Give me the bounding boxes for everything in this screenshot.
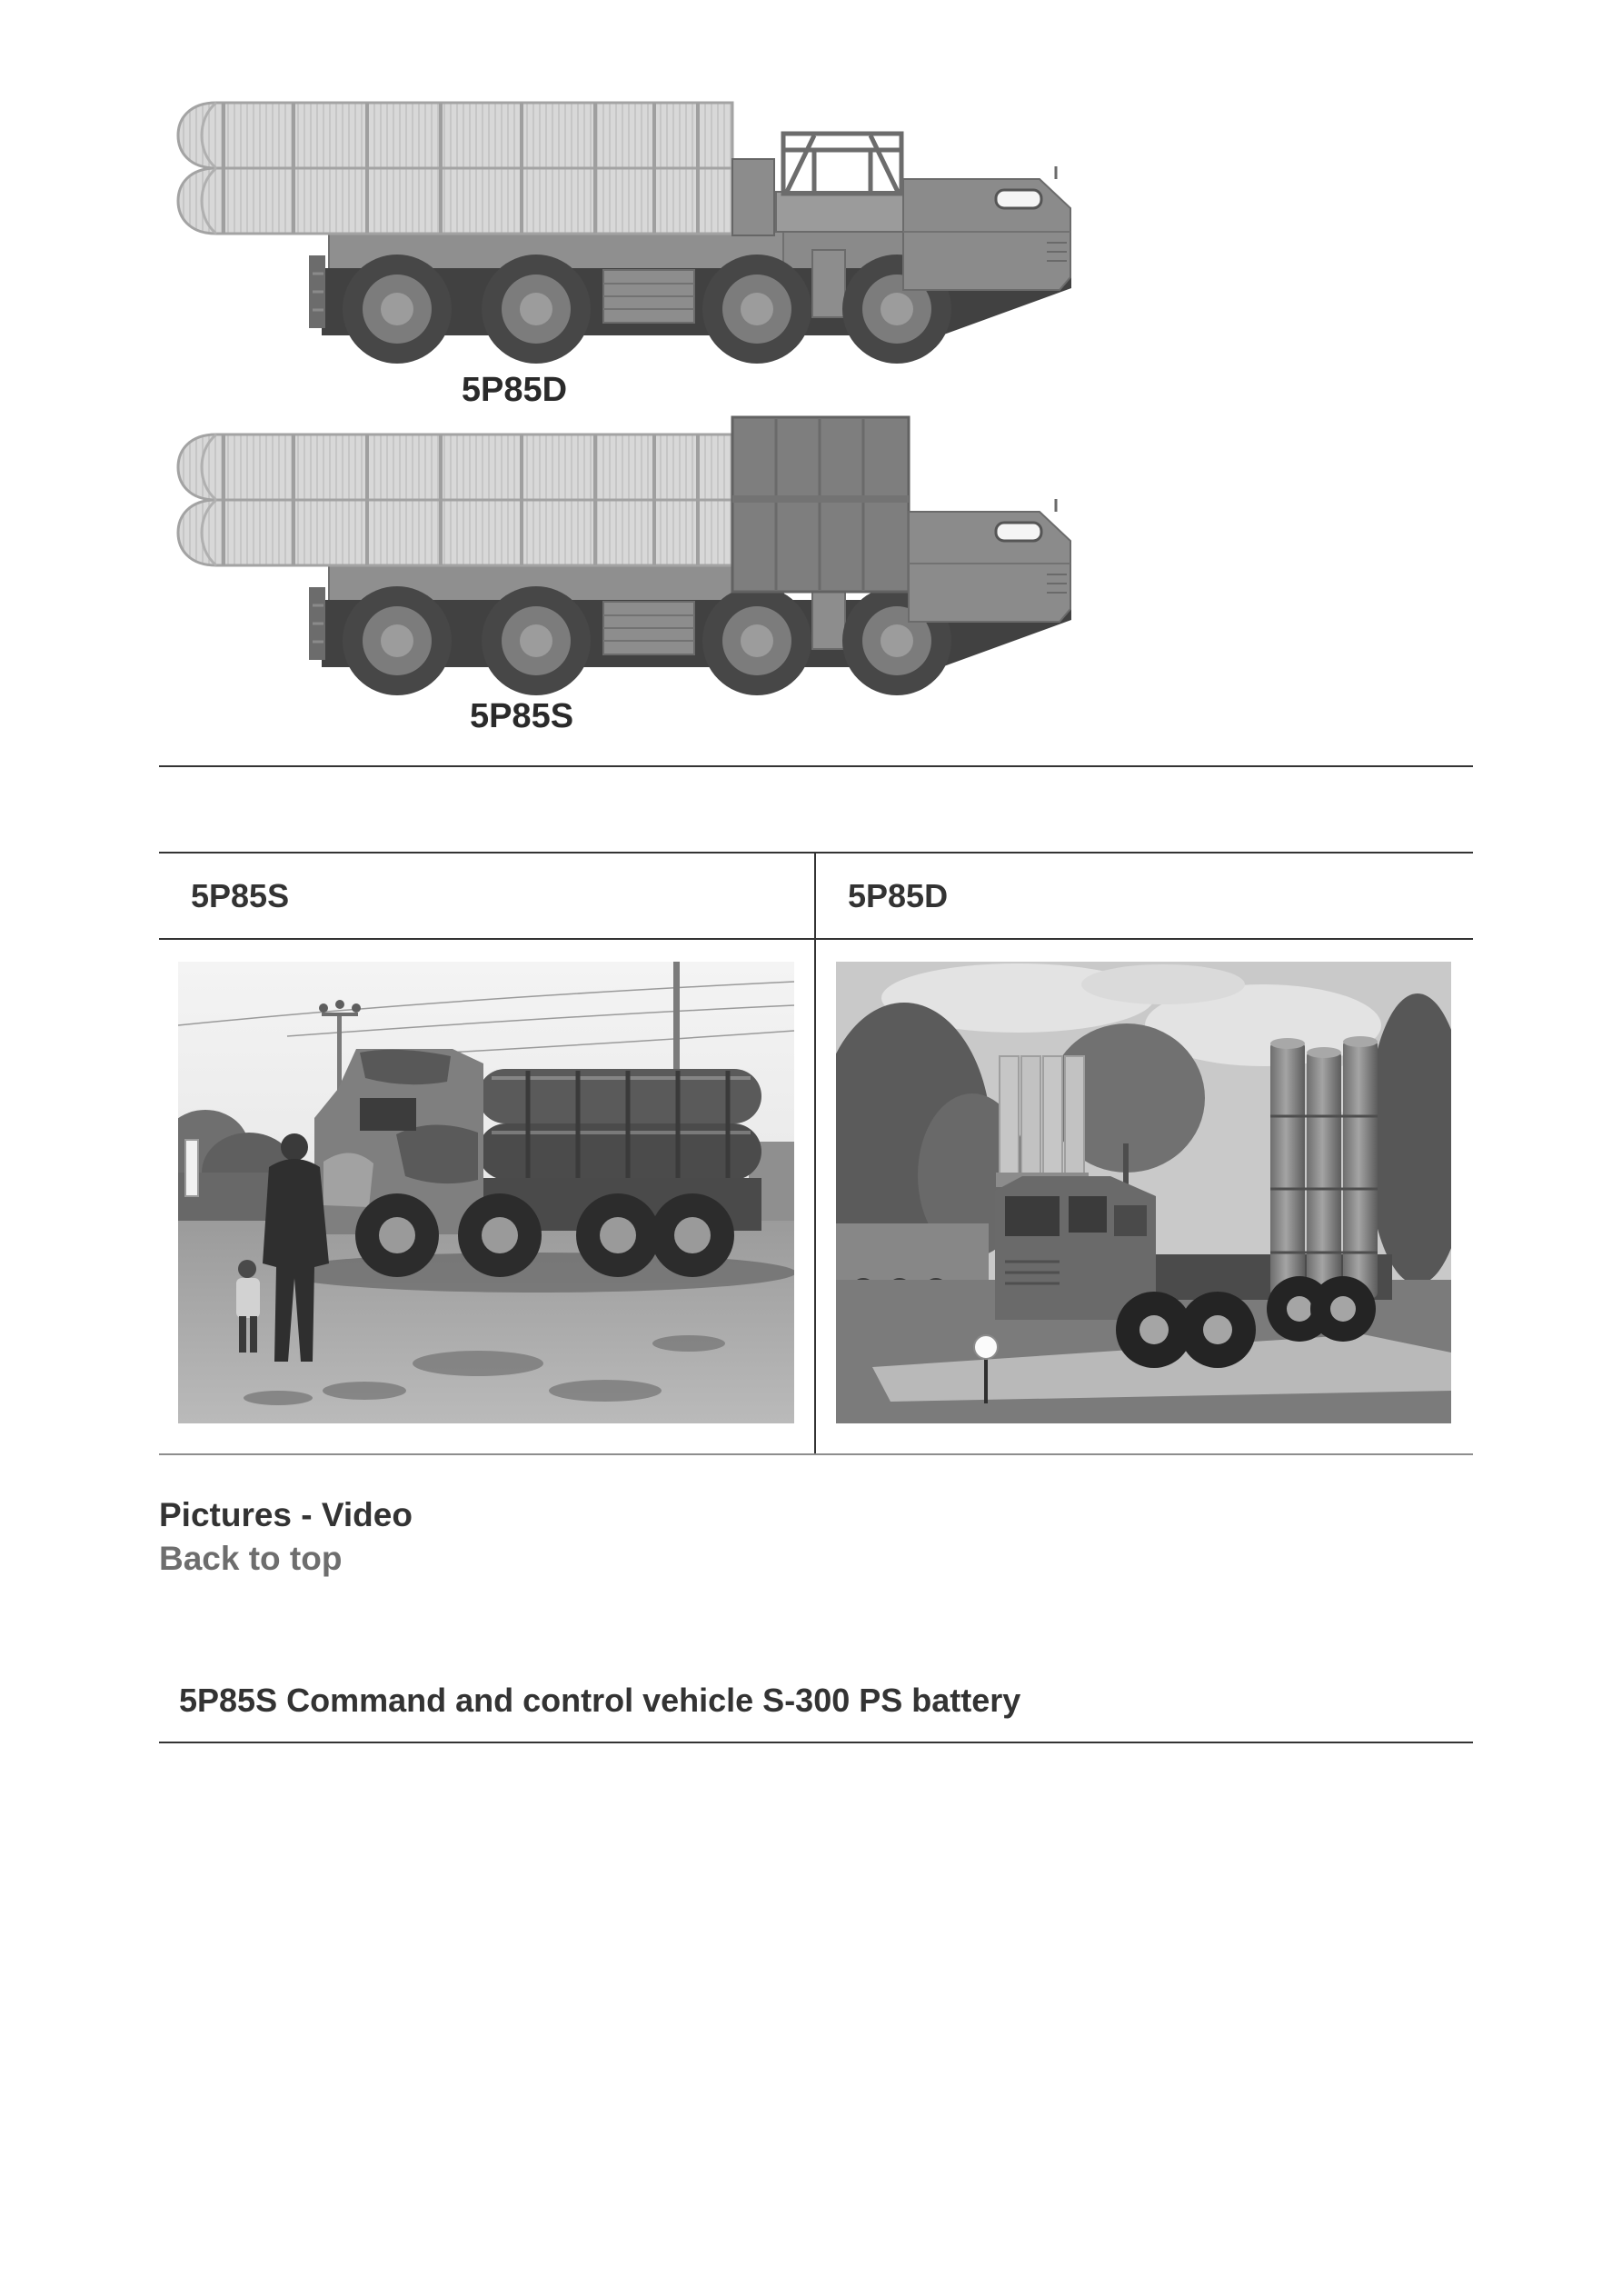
section-heading: 5P85S Command and control vehicle S-300 PS battery [179, 1682, 1021, 1719]
divider-line [159, 765, 1473, 767]
photo-5p85d [836, 962, 1451, 1423]
label-5p85s: 5P85S [469, 697, 574, 735]
cab [909, 512, 1070, 622]
label-5p85d: 5P85D [461, 371, 568, 409]
comparison-table [159, 852, 1473, 1455]
tube-support-box [732, 159, 774, 235]
section-links [159, 1493, 1068, 1581]
table-header-row [159, 854, 1473, 940]
table-cell-5p85s [159, 940, 816, 1453]
table-cell-5p85d [816, 940, 1473, 1453]
signboard [185, 1140, 198, 1196]
background-launcher [996, 1056, 1089, 1187]
launcher-comparison-illustration [176, 95, 1169, 743]
cab-window [996, 190, 1041, 208]
pictures-video-link[interactable]: Pictures - Video [159, 1496, 413, 1533]
frame-base [776, 192, 908, 232]
equipment-container [732, 417, 909, 592]
heading-underline [159, 1742, 1473, 1743]
header-cell-5p85s: 5P85S [159, 854, 816, 938]
cab-window [996, 523, 1041, 541]
missile-tubes [478, 1069, 761, 1180]
cab [903, 179, 1070, 290]
table-row [159, 940, 1473, 1453]
cab [995, 1176, 1156, 1320]
vertical-missile-tubes [1270, 1036, 1378, 1298]
photo-5p85s [178, 962, 794, 1423]
back-to-top-link[interactable]: Back to top [159, 1540, 343, 1577]
header-cell-5p85d: 5P85D [848, 877, 949, 914]
